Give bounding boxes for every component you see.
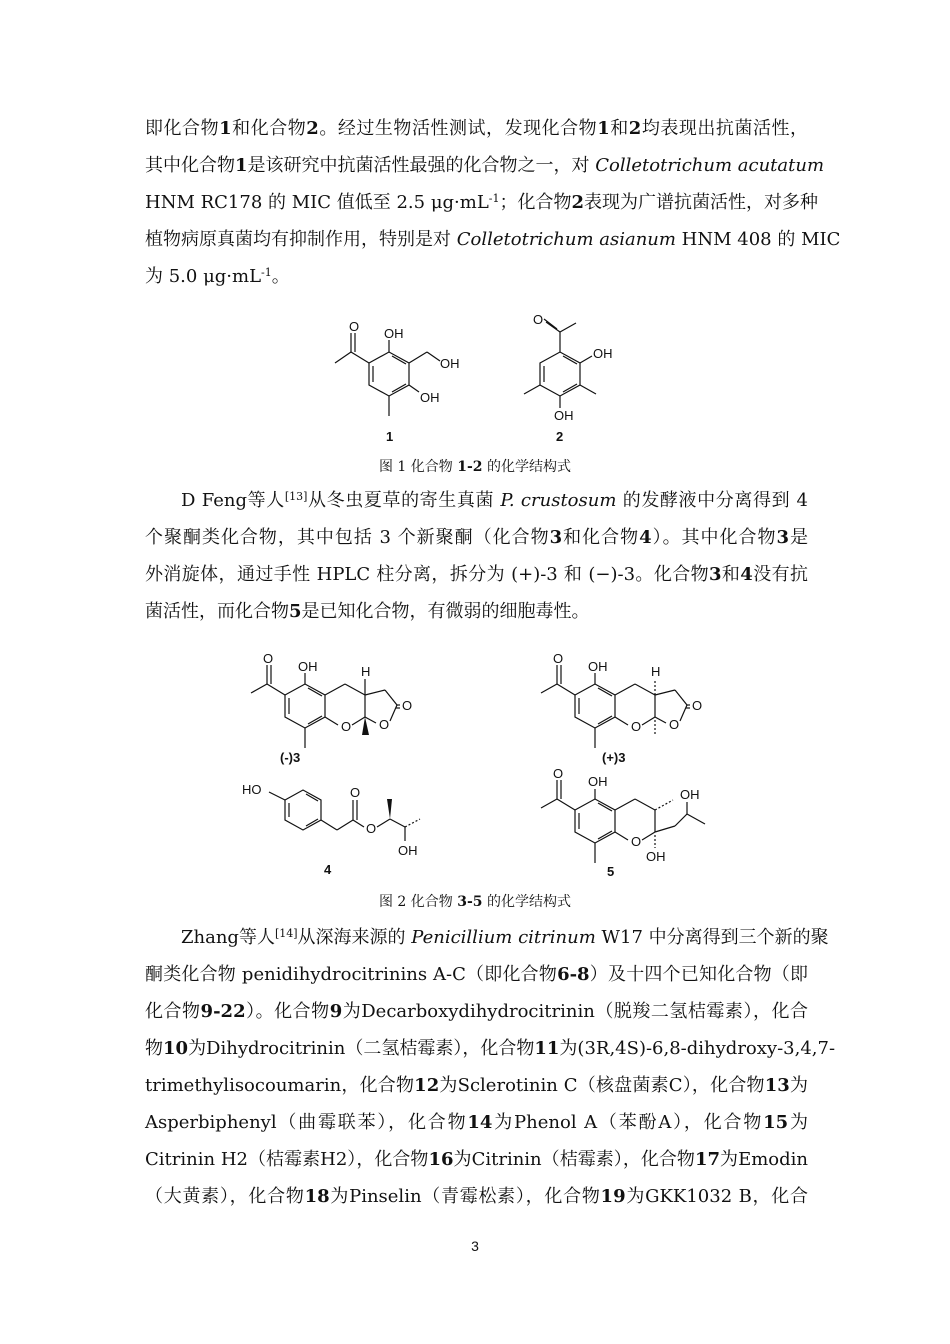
atom-h: H (361, 664, 371, 679)
compound-2-structure (505, 310, 635, 450)
atom-o: O (553, 766, 564, 781)
atom-o: O (553, 651, 564, 666)
paragraph-3-line-6: Asperbiphenyl（曲霉联苯），化合物14为Phenol A（苯酚A），化合物15为 (145, 1112, 808, 1133)
atom-o: O (349, 319, 360, 334)
figure-1-caption: 图 1 化合物 1-2 的化学结构式 (378, 459, 571, 475)
atom-o: O (402, 698, 413, 713)
atom-h: H (651, 664, 661, 679)
paragraph-1-line-4: 植物病原真菌均有抑制作用，特别是对 Colletotrichum asianum HNM 408 的 MIC (145, 229, 841, 250)
atom-oh: OH (298, 659, 318, 674)
atom-o: O (379, 717, 390, 732)
atom-o: O (263, 651, 274, 666)
atom-oh: OH (588, 774, 608, 789)
atom-oh: OH (593, 346, 613, 361)
atom-ho: HO (242, 782, 262, 797)
atom-o: O (692, 698, 703, 713)
atom-o: O (350, 785, 361, 800)
compound-4-structure (240, 775, 440, 880)
compound-label: 2 (556, 429, 564, 444)
atom-o: O (366, 821, 377, 836)
compound-label: 5 (607, 864, 615, 879)
atom-oh: OH (554, 408, 574, 423)
atom-oh: OH (398, 843, 418, 858)
compound-label: (-)3 (280, 750, 301, 765)
paragraph-3-line-8: （大黄素），化合物18为Pinselin（青霉松素），化合物19为GKK1032 B，化合 (145, 1186, 809, 1207)
compound-5-structure (530, 766, 730, 880)
paragraph-3-line-3: 化合物9-22）。化合物9为Decarboxydihydrocitrinin（脱羧二氢桔霉素），化合 (145, 1001, 808, 1022)
figure-2-caption: 图 2 化合物 3-5 的化学结构式 (378, 894, 571, 910)
compound-minus-3-structure (240, 645, 430, 770)
page-number: 3 (471, 1238, 479, 1254)
paragraph-2-line-2: 个聚酮类化合物，其中包括 3 个新聚酮（化合物3和化合物4）。其中化合物3是 (145, 527, 809, 548)
paragraph-2-line-4: 菌活性，而化合物5是已知化合物，有微弱的细胞毒性。 (145, 601, 590, 622)
compound-label: 1 (386, 429, 394, 444)
atom-o: O (631, 834, 642, 849)
atom-oh: OH (646, 849, 666, 864)
atom-o: O (533, 312, 544, 327)
compound-label: (+)3 (602, 750, 626, 765)
paragraph-1-line-1: 即化合物1和化合物2。经过生物活性测试，发现化合物1和2均表现出抗菌活性， (145, 118, 809, 139)
atom-oh: OH (420, 390, 440, 405)
atom-oh: OH (588, 659, 608, 674)
paragraph-1-line-5: 为 5.0 $\mu g\cdot mL^{-1}$。 (145, 266, 290, 287)
atom-o: O (341, 719, 352, 734)
compound-1-structure (320, 318, 470, 450)
paragraph-2-line-1: D Feng等人[13]从冬虫夏草的寄生真菌 P. crustosum 的发酵液中分离得到 4 (181, 490, 808, 511)
paragraph-3-line-7: Citrinin H2（桔霉素H2），化合物16为Citrinin（桔霉素），化合物17为Emodin (145, 1149, 808, 1170)
atom-o: O (631, 719, 642, 734)
paragraph-3-line-4: 物10为Dihydrocitrinin（二氢桔霉素），化合物11为(3R,4S)-6,8-dihydroxy-3,4,7- (145, 1038, 836, 1059)
atom-oh: OH (384, 326, 404, 341)
paragraph-1-line-2: 其中化合物1是该研究中抗菌活性最强的化合物之一，对 Colletotrichum acutatum (145, 155, 825, 176)
atom-oh: OH (440, 356, 460, 371)
paragraph-3-line-1: Zhang等人[14]从深海来源的 Penicillium citrinum W17 中分离得到三个新的聚 (181, 927, 829, 948)
paragraph-1-line-3: HNM RC178 的 MIC 值低至 2.5 $\mu g\cdot mL^{-1}$；化合物2表现为广谱抗菌活性，对多种 (145, 192, 819, 213)
paragraph-3-line-2: 酮类化合物 penidihydrocitrinins A-C（即化合物6-8）及十四个已知化合物（即 (145, 964, 809, 985)
paragraph-3-line-5: trimethylisocoumarin，化合物12为Sclerotinin C（核盘菌素C），化合物13为 (145, 1075, 808, 1096)
compound-plus-3-structure (530, 645, 720, 770)
atom-o: O (669, 717, 680, 732)
compound-label: 4 (324, 862, 332, 877)
atom-oh: OH (680, 787, 700, 802)
paragraph-2-line-3: 外消旋体，通过手性 HPLC 柱分离，拆分为 (+)-3 和 (−)-3。化合物3和4没有抗 (145, 564, 808, 585)
